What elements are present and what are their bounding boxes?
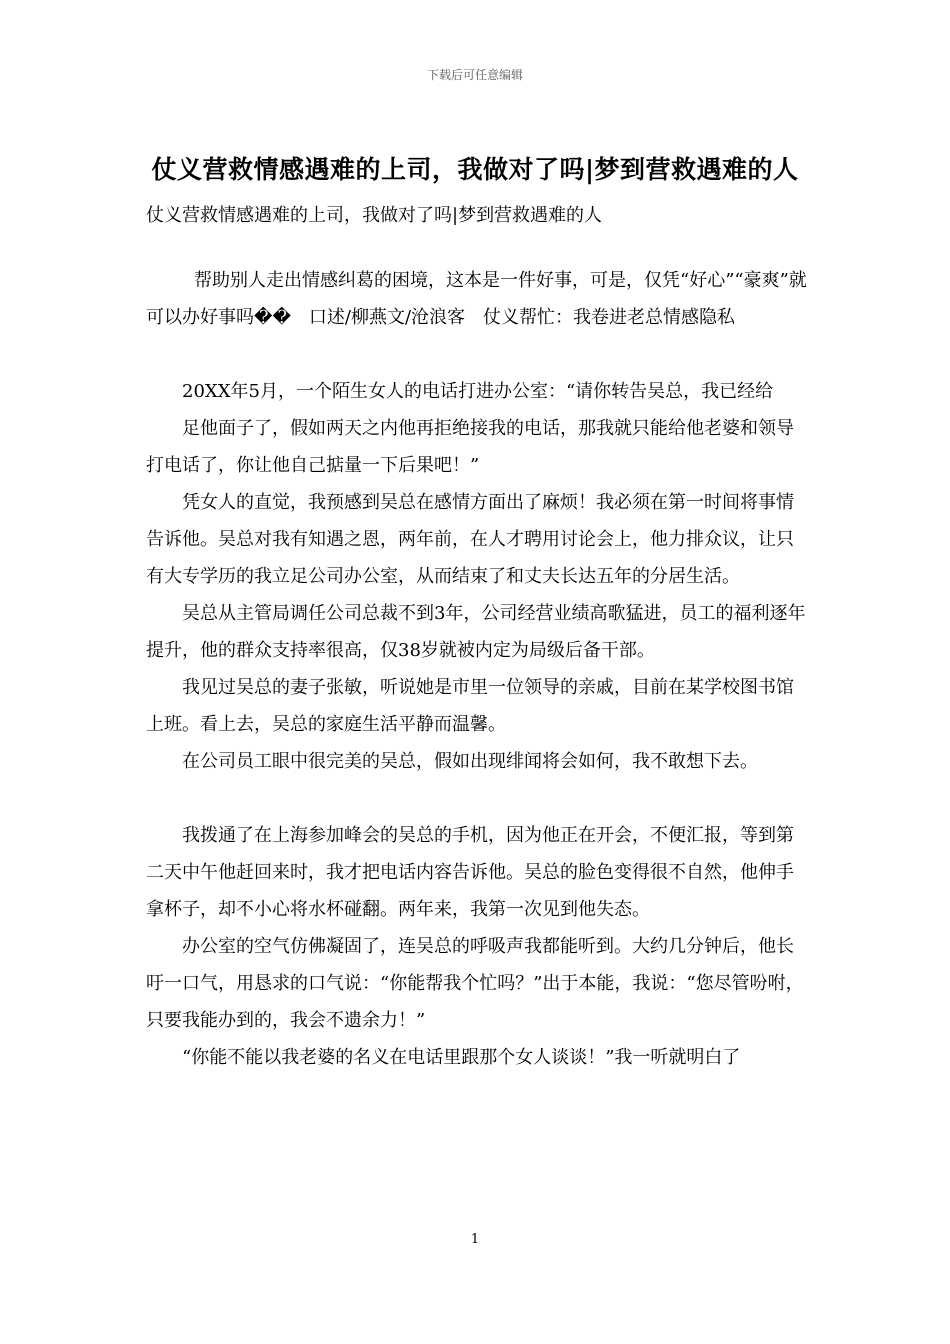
- paragraph: 办公室的空气仿佛凝固了，连吴总的呼吸声我都能听到。大约几分钟后，他长吁一口气，用恳求的口气说：“你能帮我个忙吗？”出于本能，我说：“您尽管吩咐，只要我能办到的，我会不遗余力！”: [146, 936, 804, 1031]
- page-number: 1: [470, 1232, 480, 1247]
- header-note: 下载后可任意编辑: [426, 68, 523, 82]
- document-title: 仗义营救情感遇难的上司，我做对了吗|梦到营救遇难的人: [151, 155, 799, 184]
- paragraph-gap: [146, 336, 811, 373]
- paragraph: 足他面子了，假如两天之内他再拒绝接我的电话，那我就只能给他老婆和领导打电话了，你让他自己掂量一下后果吧！”: [146, 418, 794, 476]
- paragraph: 凭女人的直觉，我预感到吴总在感情方面出了麻烦！我必须在第一时间将事情告诉他。吴总对我有知遇之恩，两年前，在人才聘用讨论会上，他力排众议，让只有大专学历的我立足公司办公室，从而结束了和丈夫长达五年的分居生活。: [146, 492, 794, 587]
- document-body: [146, 262, 811, 1076]
- paragraph: 帮助别人走出情感纠葛的困境，这本是一件好事，可是，仅凭“好心”“豪爽”就可以办好事吗�� 口述/柳燕文/沧浪客 仗义帮忙：我卷进老总情感隐私: [146, 270, 807, 328]
- paragraph: 我拨通了在上海参加峰会的吴总的手机，因为他正在开会，不便汇报，等到第二天中午他赶回来时，我才把电话内容告诉他。吴总的脸色变得很不自然，他伸手拿杯子，却不小心将水杯碰翻。两年来，我第一次见到他失态。: [146, 825, 794, 920]
- document-subtitle: 仗义营救情感遇难的上司，我做对了吗|梦到营救遇难的人: [146, 205, 603, 226]
- paragraph: 吴总从主管局调任公司总裁不到3年，公司经营业绩高歌猛进，员工的福利逐年提升，他的群众支持率很高，仅38岁就被内定为局级后备干部。: [146, 603, 806, 661]
- paragraph: 在公司员工眼中很完美的吴总，假如出现绯闻将会如何，我不敢想下去。: [182, 751, 758, 772]
- paragraph: 20XX年5月，一个陌生女人的电话打进办公室：“请你转告吴总，我已经给: [182, 381, 774, 402]
- paragraph: 我见过吴总的妻子张敏，听说她是市里一位领导的亲戚，目前在某学校图书馆上班。看上去，吴总的家庭生活平静而温馨。: [146, 677, 794, 735]
- paragraph: “你能不能以我老婆的名义在电话里跟那个女人谈谈！”我一听就明白了: [182, 1047, 741, 1068]
- paragraph-gap: [146, 780, 811, 817]
